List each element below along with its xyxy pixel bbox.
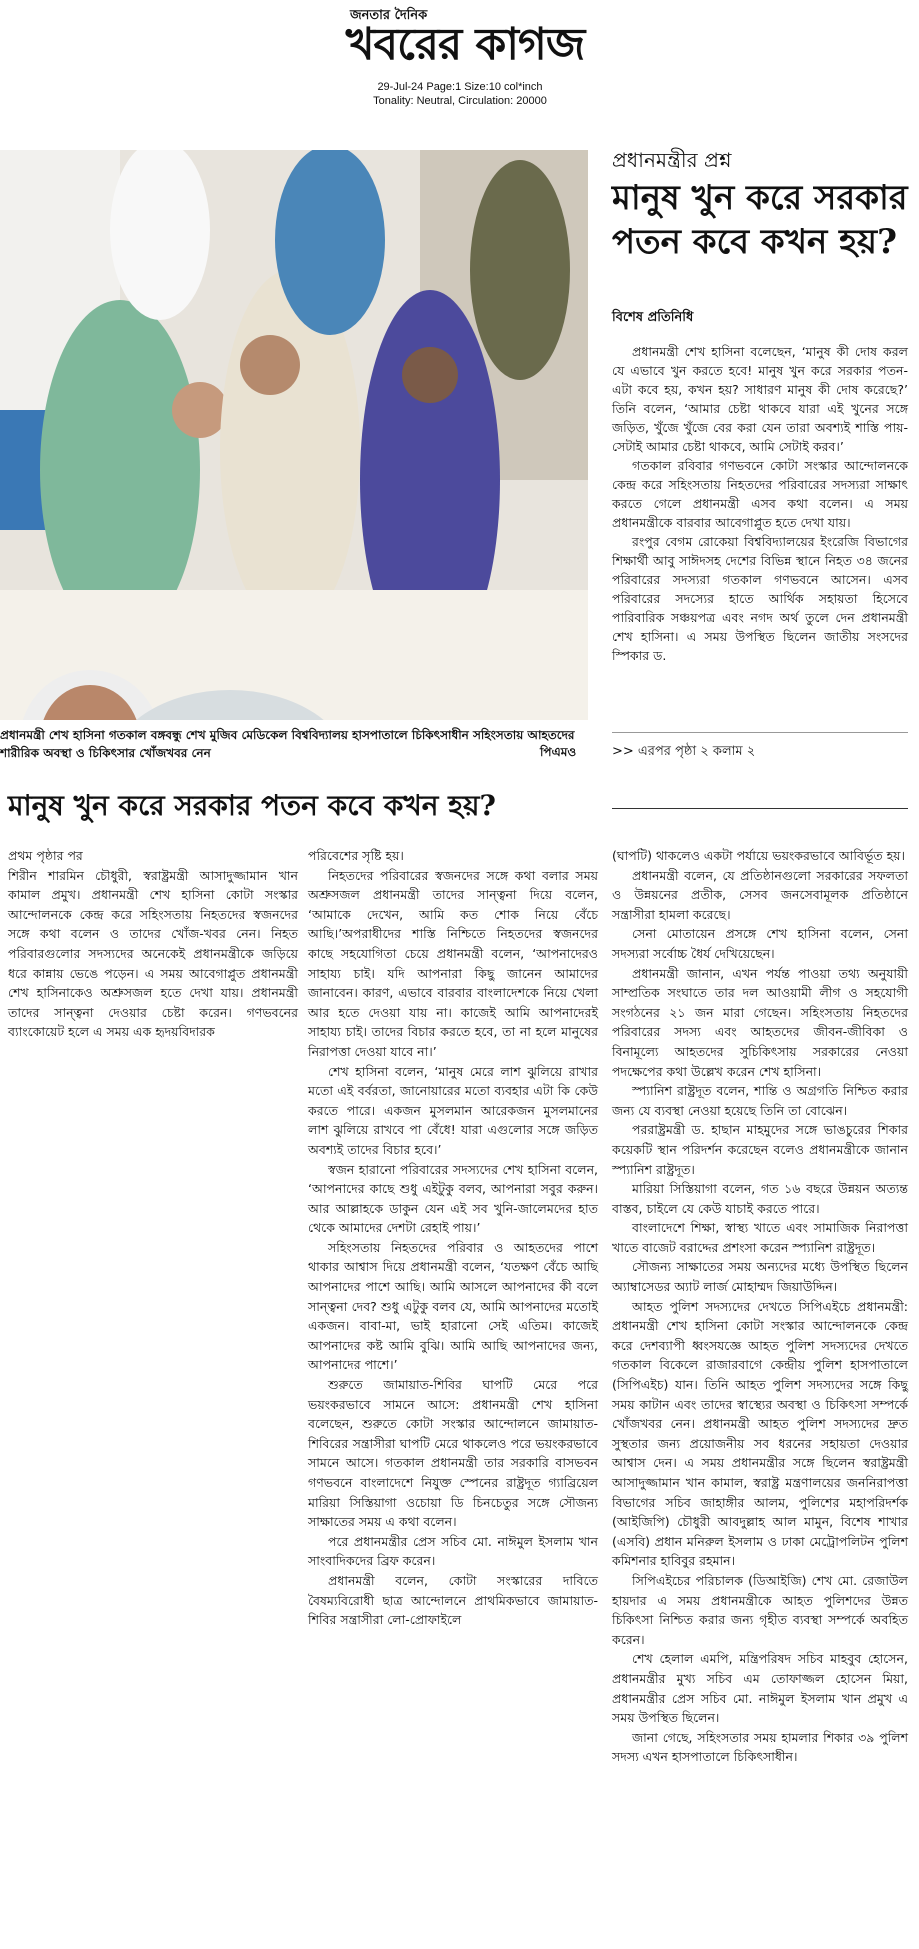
divider: [612, 808, 908, 809]
column-paragraph: স্প্যানিশ রাষ্ট্রদূত বলেন, শান্তি ও অগ্রগতি নিশ্চিত করার জন্য যে ব্যবস্থা নেওয়া হয়েছে তিনি তা বোঝেন।: [612, 1083, 908, 1118]
column-paragraph: নিহতদের পরিবারের স্বজনদের সঙ্গে কথা বলার সময় অশ্রুসজল প্রধানমন্ত্রী তাদের সান্ত্বনা দিয়ে বলেন, ‘আমাকে দেখেন, আমি কত শোক নিয়ে বেঁচে আছি।’অপরাধীদের শাস্তি নিশ্চিতে নিহতদের স্বজনদের কাছে সহযোগিতা চেয়ে প্রধানমন্ত্রী বলেন, ‘আপনাদেরও সাহায্য চাই। যদি আপনারা কিছু জানেন আমাদের জানাবেন। কারণ, এভাবে বারবার বাংলাদেশকে নিয়ে খেলা আর হতে দেওয়া যায় না। কাজেই আমি আপনাদেরই সাহায্য চাই। তাদের বিচার করতে হবে, তা না হলে মানুষের নিরাপত্তা দেওয়া যাবে না।’: [308, 867, 598, 1059]
continuation-column-2: [308, 846, 598, 1630]
column-paragraph: প্রধানমন্ত্রী জানান, এখন পর্যন্ত পাওয়া তথ্য অনুযায়ী সাম্প্রতিক সংঘাতে তার দল আওয়ামী লীগ ও সহযোগী সংগঠনের ২১ জন মারা গেছেন। সহিংসতায় নিহতদের পরিবারের সদস্য এবং আহতদের জীবন-জীবিকা ও বিনামূল্যে আহতদের সুচিকিৎসায় সরকারের নেওয়া পদক্ষেপের কথা উল্লেখ করেন শেখ হাসিনা।: [612, 965, 908, 1079]
newspaper-logo: খবরের কাগজ: [345, 19, 585, 70]
column-paragraph: পরিবেশের সৃষ্টি হয়।: [308, 848, 404, 863]
continuation-column-3: [612, 846, 908, 1767]
column-paragraph: প্রধানমন্ত্রী বলেন, কোটা সংস্কারের দাবিতে বৈষম্যবিরোধী ছাত্র আন্দোলনে প্রাথমিকভাবে জামায়াত-শিবির সন্ত্রাসীরা লো-প্রোফাইলে: [308, 1572, 598, 1628]
column-paragraph: মারিয়া সিস্তিয়াগা বলেন, গত ১৬ বছরে উন্নয়ন অত্যন্ত বাস্তব, চাইলে যে কেউ যাচাই করতে পারে।: [612, 1181, 908, 1216]
lead-headline: মানুষ খুন করে সরকার পতন কবে কখন হয়?: [612, 178, 908, 262]
continue-jump: >> এরপর পৃষ্ঠা ২ কলাম ২: [612, 744, 756, 759]
news-photo: [0, 150, 588, 720]
column-paragraph: পররাষ্ট্রমন্ত্রী ড. হাছান মাহমুদের সঙ্গে ভাঙচুরের শিকার কয়েকটি স্থান পরিদর্শন করেছেন বলেও প্রধানমন্ত্রীকে জানান স্প্যানিশ রাষ্ট্রদূত।: [612, 1122, 908, 1177]
lead-paragraph: গতকাল রবিবার গণভবনে কোটা সংস্কার আন্দোলনকে কেন্দ্র করে সহিংসতায় নিহতদের পরিবারের সদস্যরা সাক্ষাৎ করতে গেলে প্রধানমন্ত্রী এসব কথা বলেন। এ সময় প্রধানমন্ত্রীকে বারবার আবেগাপ্লুত হতে দেখা যায়।: [612, 458, 908, 530]
photo-credit: পিএমও: [540, 745, 577, 759]
column-paragraph: জানা গেছে, সহিংসতার সময় হামলার শিকার ৩৯ পুলিশ সদস্য এখন হাসপাতালে চিকিৎসাধীন।: [612, 1729, 908, 1765]
lead-body: [612, 342, 908, 665]
hospital-visit-photo: [0, 150, 588, 720]
column-paragraph: প্রধানমন্ত্রী বলেন, যে প্রতিষ্ঠানগুলো সরকারের সফলতা ও উন্নয়নের প্রতীক, সেসব জনসেবামূলক প্রতিষ্ঠানে সন্ত্রাসীরা হামলা করেছে।: [612, 867, 908, 922]
from-page-label: প্রথম পৃষ্ঠার পর: [8, 848, 83, 863]
masthead: [0, 0, 919, 118]
column-paragraph: সিপিএইচের পরিচালক (ডিআইজি) শেখ মো. রেজাউল হায়দার এ সময় প্রধানমন্ত্রীকে আহত পুলিশদের উন্নত চিকিৎসা নিশ্চিত করার জন্য গৃহীত ব্যবস্থা সম্পর্কে অবহিত করেন।: [612, 1572, 908, 1647]
clipping-date-size: 29-Jul-24 Page:1 Size:10 col*inch: [377, 81, 543, 93]
column-paragraph: শেখ হেলাল এমপি, মন্ত্রিপরিষদ সচিব মাহবুব হোসেন, প্রধানমন্ত্রীর মুখ্য সচিব এম তোফাজ্জল হোসেন মিয়া, প্রধানমন্ত্রীর প্রেস সচিব মো. নাঈমুল ইসলাম খান প্রমুখ এ সময় উপস্থিত ছিলেন।: [612, 1651, 908, 1726]
clipping-info: [330, 80, 590, 108]
column-paragraph: বাংলাদেশে শিক্ষা, স্বাস্থ্য খাতে এবং সামাজিক নিরাপত্তা খাতে বাজেট বরাদ্দের প্রশংসা করেন স্প্যানিশ রাষ্ট্রদূত।: [612, 1220, 908, 1255]
column-paragraph: স্বজন হারানো পরিবারের সদস্যদের শেখ হাসিনা বলেন, ‘আপনাদের কাছে শুধু এইটুকু বলব, আপনারা সবুর করুন। আর আল্লাহকে ডাকুন যেন এই সব খুনি-জালেমদের হাত থেকে আমাদের দেশটা রেহাই পায়।’: [308, 1161, 598, 1236]
column-paragraph: শুরুতে জামায়াত-শিবির ঘাপটি মেরে পরে ভয়ংকরভাবে সামনে আসে: প্রধানমন্ত্রী শেখ হাসিনা বলেছেন, শুরুতে কোটা সংস্কার আন্দোলনে জামায়াত-শিবিরের সন্ত্রাসীরা ঘাপটি মেরে থাকলেও পরে ভয়ংকরভাবে সামনে আসে। গতকাল প্রধানমন্ত্রী তার সরকারি বাসভবন গণভবনে বাংলাদেশে নিযুক্ত স্পেনের রাষ্ট্রদূত গ্যাব্রিয়েল মারিয়া সিস্তিয়াগা ওচোয়া ডি চিনচেতুর সঙ্গে সৌজন্য সাক্ষাতের সময় এ কথা বলেন।: [308, 1377, 598, 1530]
column-paragraph: আহত পুলিশ সদস্যদের দেখতে সিপিএইচে প্রধানমন্ত্রী: প্রধানমন্ত্রী শেখ হাসিনা কোটা সংস্কার আন্দোলনকে কেন্দ্র করে দেশব্যাপী ধ্বংসযজ্ঞে আহত পুলিশ সদস্যদের দেখতে গতকাল বিকেলে রাজারবাগে কেন্দ্রীয় পুলিশ হাসপাতালে (সিপিএইচ) যান। তিনি আহত পুলিশ সদস্যদের সঙ্গে কিছু সময় কাটান এবং তাদের স্বাস্থ্যের অবস্থা ও চিকিৎসা সম্পর্কে খোঁজখবর নেন। প্রধানমন্ত্রী আহত পুলিশ সদস্যদের দ্রুত সুস্থতার জন্য প্রয়োজনীয় সব ধরনের সহায়তা দেওয়ার আশ্বাস দেন। এ সময় প্রধানমন্ত্রীর সঙ্গে ছিলেন স্বরাষ্ট্রমন্ত্রী আসাদুজ্জামান খান কামাল, স্বরাষ্ট্র মন্ত্রণালয়ের জননিরাপত্তা বিভাগের সচিব জাহাঙ্গীর আলম, পুলিশের মহাপরিদর্শক (আইজিপি) চৌধুরী আবদুল্লাহ আল মামুন, বিশেষ শাখার (এসবি) প্রধান মনিরুল ইসলাম ও ঢাকা মেট্রোপলিটন পুলিশ কমিশনার হাবিবুর রহমান।: [612, 1298, 908, 1569]
lead-byline: বিশেষ প্রতিনিধি: [612, 310, 694, 325]
column-paragraph: (ঘাপটি) থাকলেও একটা পর্যায়ে ভয়ংকরভাবে আবির্ভূত হয়।: [612, 848, 906, 863]
masthead-tagline: জনতার দৈনিক: [350, 8, 428, 23]
column-paragraph: শেখ হাসিনা বলেন, ‘মানুষ মেরে লাশ ঝুলিয়ে রাখার মতো এই বর্বরতা, জানোয়ারের মতো ব্যবহার এটা কি কেউ করতে পারে। একজন মুসলমান আরেকজন মুসলমানের লাশ ঝুলিয়ে রাখবে পা বেঁধে! যারা এগুলোর সঙ্গে জড়িত অবশ্যই তাদের বিচার হবে।’: [308, 1063, 598, 1157]
column-paragraph: সেনা মোতায়েন প্রসঙ্গে শেখ হাসিনা বলেন, সেনা সদস্যরা সর্বোচ্চ ধৈর্য দেখিয়েছেন।: [612, 926, 908, 961]
clipping-tonality: Tonality: Neutral, Circulation: 20000: [373, 95, 547, 107]
continuation-headline: মানুষ খুন করে সরকার পতন কবে কখন হয়?: [8, 789, 496, 822]
divider: [612, 732, 908, 733]
lead-paragraph: প্রধানমন্ত্রী শেখ হাসিনা বলেছেন, ‘মানুষ কী দোষ করল যে এভাবে খুন করতে হবে! মানুষ খুন করে সরকার পতন- এটা কবে হয়, কখন হয়? সাধারণ মানুষ কী দোষ করেছে?’ তিনি বলেন, ‘আমার চেষ্টা থাকবে যারা এই খুনের সঙ্গে জড়িত, খুঁজে খুঁজে বের করা যেন তারা অবশ্যই শাস্তি পায়- সেটাই আমার চেষ্টা থাকবে, আমি সেটাই করব।’: [612, 344, 908, 454]
column-paragraph: শিরীন শারমিন চৌধুরী, স্বরাষ্ট্রমন্ত্রী আসাদুজ্জামান খান কামাল প্রমুখ। প্রধানমন্ত্রী শেখ হাসিনা কোটা সংস্কার আন্দোলনকে কেন্দ্র করে সহিংসতায় নিহতদের স্বজনদের সঙ্গে কথা বলেন ও তাদের খোঁজ-খবর নেন। নিহত পরিবারগুলোর সদস্যদের অনেকেই প্রধানমন্ত্রীকে জড়িয়ে ধরে কান্নায় ভেঙে পড়েন। এ সময় আবেগাপ্লুত প্রধানমন্ত্রী শেখ হাসিনাকেও অশ্রুসজল হতে দেখা যায়। প্রধানমন্ত্রী তাদের সান্ত্বনা দেওয়ার চেষ্টা করেন। গণভবনের ব্যাংকোয়েট হলে এ সময় এক হৃদয়বিদারক: [8, 867, 298, 1040]
column-paragraph: সহিংসতায় নিহতদের পরিবার ও আহতদের পাশে থাকার আশ্বাস দিয়ে প্রধানমন্ত্রী বলেন, ‘যতক্ষণ বেঁচে আছি আপনাদের পাশে আছি। আমি আসলে আপনাদের কী বলে সান্ত্বনা দেব? শুধু এটুকু বলব যে, আমি আপনাদের মতোই একজন। বাবা-মা, ভাই হারানো সেই এতিম। কাজেই আপনাদের কষ্ট আমি বুঝি। আমি আছি আপনাদের জন্য, আপনাদের পাশে।’: [308, 1239, 598, 1373]
continuation-column-1: [8, 846, 298, 1042]
lead-paragraph: রংপুর বেগম রোকেয়া বিশ্ববিদ্যালয়ের ইংরেজি বিভাগের শিক্ষার্থী আবু সাঈদসহ দেশের বিভিন্ন স্থানে নিহত ৩৪ জনের পরিবারের সদস্যরা গতকাল গণভবনে আসেন। এসব পরিবারের সদস্যের হাতে আর্থিক সহায়তা হিসেবে পারিবারিক সঞ্চয়পত্র এবং নগদ অর্থ তুলে দেন প্রধানমন্ত্রী শেখ হাসিনা। এ সময় উপস্থিত ছিলেন জাতীয় সংসদের স্পিকার ড.: [612, 534, 908, 663]
column-paragraph: পরে প্রধানমন্ত্রীর প্রেস সচিব মো. নাঈমুল ইসলাম খান সাংবাদিকদের ব্রিফ করেন।: [308, 1533, 598, 1569]
lead-kicker: প্রধানমন্ত্রীর প্রশ্ন: [612, 148, 732, 172]
column-paragraph: সৌজন্য সাক্ষাতের সময় অন্যদের মধ্যে উপস্থিত ছিলেন অ্যাম্বাসেডর অ্যাট লার্জ মোহাম্মদ জিয়াউদ্দিন।: [612, 1259, 908, 1295]
photo-caption: প্রধানমন্ত্রী শেখ হাসিনা গতকাল বঙ্গবন্ধু শেখ মুজিব মেডিকেল বিশ্ববিদ্যালয় হাসপাতালে চিকিৎসাধীন সহিংসতায় আহতদের শারীরিক অবস্থা ও চিকিৎসার খোঁজখবর নেন: [0, 728, 575, 760]
